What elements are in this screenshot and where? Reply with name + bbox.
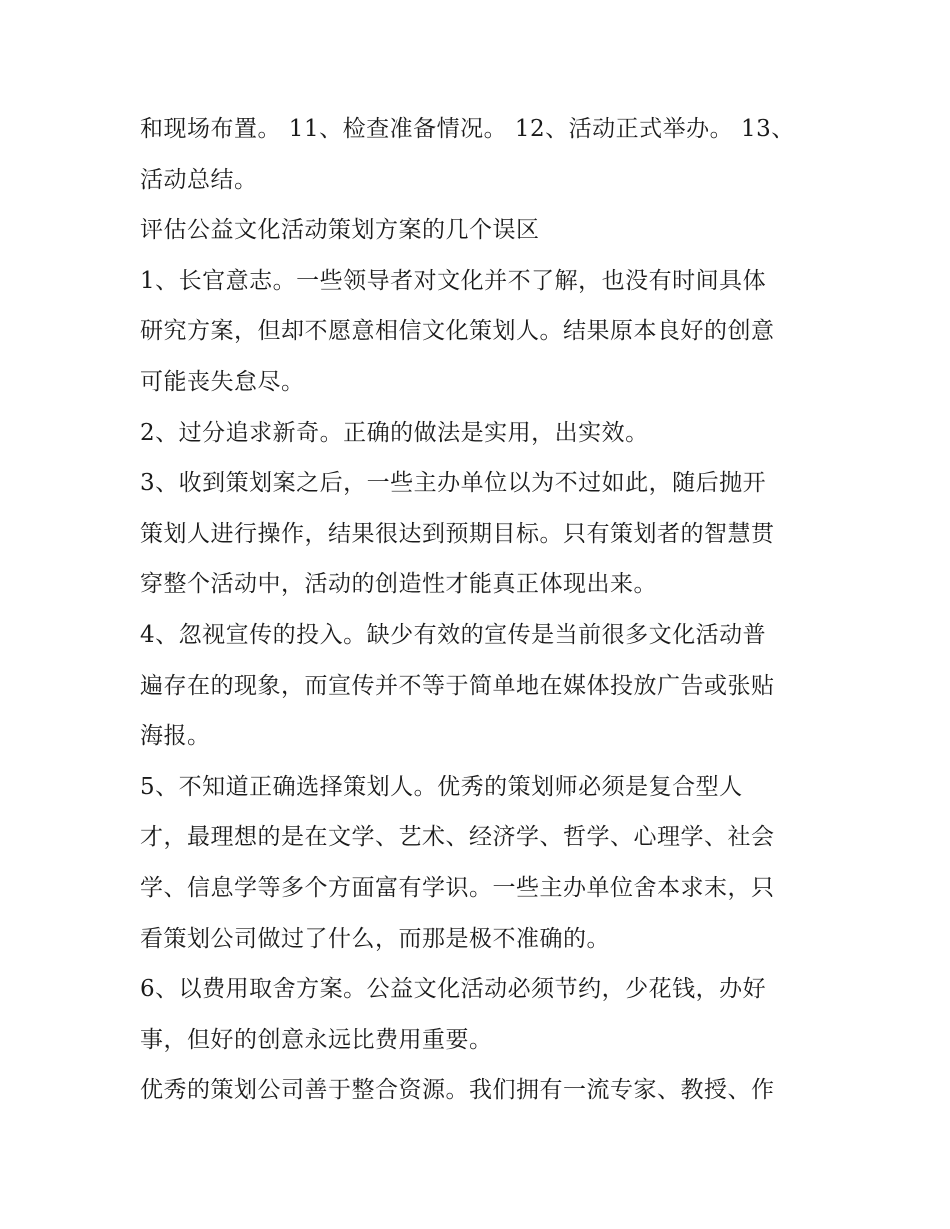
text-line: 4、忽视宣传的投入。缺少有效的宣传是当前很多文化活动普 [140, 621, 767, 648]
text-line: 策划人进行操作，结果很达到预期目标。只有策划者的智慧贯 [140, 520, 775, 547]
text-line: 遍存在的现象，而宣传并不等于简单地在媒体投放广告或张贴 [140, 672, 775, 699]
text-line: 学、信息学等多个方面富有学识。一些主办单位舍本求末，只 [140, 874, 775, 901]
text-line: 活动总结。 [140, 166, 258, 193]
text-line: 研究方案，但却不愿意相信文化策划人。结果原本良好的创意 [140, 318, 775, 345]
text-line: 可能丧失怠尽。 [140, 368, 305, 395]
text-line: 优秀的策划公司善于整合资源。我们拥有一流专家、教授、作 [140, 1077, 775, 1104]
text-line: 6、以费用取舍方案。公益文化活动必须节约，少花钱，办好 [140, 976, 767, 1003]
section-heading: 评估公益文化活动策划方案的几个误区 [140, 217, 540, 244]
text-line: 才，最理想的是在文学、艺术、经济学、哲学、心理学、社会 [140, 824, 775, 851]
text-line: 穿整个活动中，活动的创造性才能真正体现出来。 [140, 571, 657, 598]
text-line: 2、过分追求新奇。正确的做法是实用，出实效。 [140, 419, 649, 446]
text-line: 看策划公司做过了什么，而那是极不准确的。 [140, 925, 610, 952]
text-line: 事，但好的创意永远比费用重要。 [140, 1026, 493, 1053]
text-line: 和现场布置。 11、检查准备情况。 12、活动正式举办。 13、 [140, 116, 795, 142]
document-body [140, 104, 820, 1116]
text-line: 3、收到策划案之后，一些主办单位以为不过如此，随后抛开 [140, 470, 767, 497]
text-line: 海报。 [140, 723, 211, 750]
text-line: 5、不知道正确选择策划人。优秀的策划师必须是复合型人 [140, 773, 743, 800]
text-line: 1、长官意志。一些领导者对文化并不了解，也没有时间具体 [140, 267, 767, 294]
